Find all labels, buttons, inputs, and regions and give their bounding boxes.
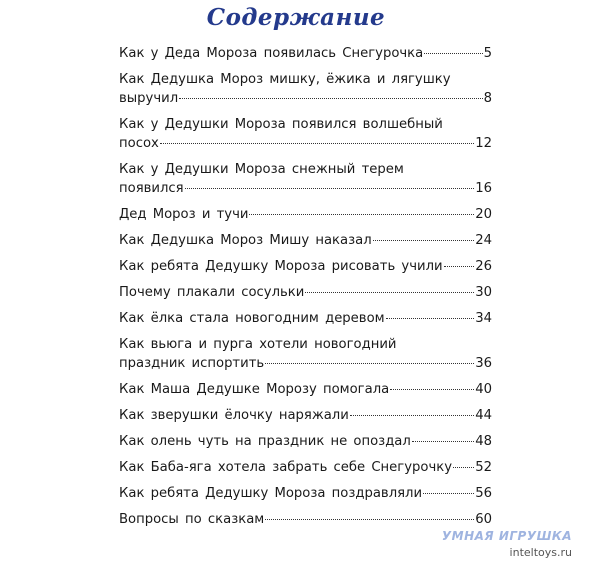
toc-page-number: 5 <box>483 46 492 61</box>
toc-entry <box>119 115 492 153</box>
dot-leader <box>350 414 474 416</box>
toc-entry-line <box>119 205 492 224</box>
dot-leader <box>424 52 482 54</box>
toc-entry-title-line1: Как у Дедушки Мороза снежный терем <box>119 162 404 177</box>
table-of-contents <box>119 44 492 536</box>
toc-page-number: 24 <box>475 233 492 248</box>
toc-entry-title-line2: посох <box>119 136 159 151</box>
toc-page-number: 8 <box>483 91 492 106</box>
toc-entry-title: Как Баба-яга хотела забрать себе Снегурочку <box>119 460 453 475</box>
watermark-brand: УМНАЯ ИГРУШКА <box>441 529 572 543</box>
toc-entry-title: Как у Деда Мороза появилась Снегурочка <box>119 46 424 61</box>
toc-entry-line <box>119 510 492 529</box>
toc-entry-title-line1: Как у Дедушки Мороза появился волшебный <box>119 117 443 132</box>
toc-entry-line <box>119 89 492 108</box>
dot-leader <box>390 388 474 390</box>
toc-entry-line <box>119 309 492 328</box>
toc-entry-title: Как Дедушка Мороз Мишу наказал <box>119 233 372 248</box>
dot-leader <box>160 142 474 144</box>
toc-entry-line <box>119 179 492 198</box>
toc-entry <box>119 160 492 198</box>
dot-leader <box>265 518 474 520</box>
toc-entry-line <box>119 432 492 451</box>
dot-leader <box>305 291 474 293</box>
toc-entry-title: Как ёлка стала новогодним деревом <box>119 311 385 326</box>
toc-entry-line <box>119 134 492 153</box>
dot-leader <box>373 239 475 241</box>
toc-entry <box>119 283 492 302</box>
toc-entry-line <box>119 458 492 477</box>
toc-entry <box>119 309 492 328</box>
toc-page-number: 16 <box>475 181 492 196</box>
toc-page-number: 56 <box>475 486 492 501</box>
toc-entry-line <box>119 231 492 250</box>
toc-entry <box>119 335 492 373</box>
dot-leader <box>444 265 475 267</box>
toc-entry <box>119 510 492 529</box>
toc-page-number: 44 <box>475 408 492 423</box>
toc-entry <box>119 432 492 451</box>
toc-entry <box>119 70 492 108</box>
toc-entry-title: Как зверушки ёлочку наряжали <box>119 408 349 423</box>
dot-leader <box>453 466 474 468</box>
toc-entry-title-line1: Как вьюга и пурга хотели новогодний <box>119 337 397 352</box>
watermark <box>442 529 572 559</box>
toc-entry <box>119 44 492 63</box>
toc-entry-title: Как ребята Дедушку Мороза рисовать учили <box>119 259 443 274</box>
toc-entry-line <box>119 257 492 276</box>
dot-leader <box>412 440 474 442</box>
toc-page-number: 12 <box>475 136 492 151</box>
toc-entry-line <box>119 406 492 425</box>
toc-page-number: 34 <box>475 311 492 326</box>
toc-entry <box>119 484 492 503</box>
toc-page-number: 26 <box>475 259 492 274</box>
toc-entry <box>119 231 492 250</box>
toc-entry-title: Как Маша Дедушке Морозу помогала <box>119 382 390 397</box>
dot-leader <box>386 317 475 319</box>
toc-entry-title: Почему плакали сосульки <box>119 285 305 300</box>
page-title: Содержание <box>206 4 386 31</box>
toc-entry <box>119 380 492 399</box>
dot-leader <box>185 187 475 189</box>
watermark-url: inteltoys.ru <box>509 546 572 559</box>
toc-entry <box>119 257 492 276</box>
toc-entry <box>119 458 492 477</box>
toc-entry-line <box>119 283 492 302</box>
toc-entry <box>119 406 492 425</box>
toc-page-number: 36 <box>475 356 492 371</box>
toc-entry-title-line2: появился <box>119 181 184 196</box>
toc-entry-line <box>119 380 492 399</box>
toc-entry <box>119 205 492 224</box>
toc-entry-title-line2: праздник испортить <box>119 356 265 371</box>
dot-leader <box>423 492 474 494</box>
toc-page-number: 40 <box>475 382 492 397</box>
toc-entry-title: Вопросы по сказкам <box>119 512 265 527</box>
toc-page-number: 20 <box>475 207 492 222</box>
toc-page-number: 48 <box>475 434 492 449</box>
toc-entry-title: Как ребята Дедушку Мороза поздравляли <box>119 486 423 501</box>
dot-leader <box>179 97 482 99</box>
toc-page-number: 60 <box>475 512 492 527</box>
toc-entry-line <box>119 354 492 373</box>
toc-entry-line <box>119 484 492 503</box>
toc-entry-line <box>119 44 492 63</box>
toc-page-number: 52 <box>475 460 492 475</box>
dot-leader <box>265 362 474 364</box>
toc-page-number: 30 <box>475 285 492 300</box>
toc-entry-title: Как олень чуть на праздник не опоздал <box>119 434 411 449</box>
toc-entry-title-line1: Как Дедушка Мороз мишку, ёжика и лягушку <box>119 72 451 87</box>
toc-entry-title-line2: выручил <box>119 91 179 106</box>
toc-entry-title: Дед Мороз и тучи <box>119 207 249 222</box>
dot-leader <box>249 213 474 215</box>
